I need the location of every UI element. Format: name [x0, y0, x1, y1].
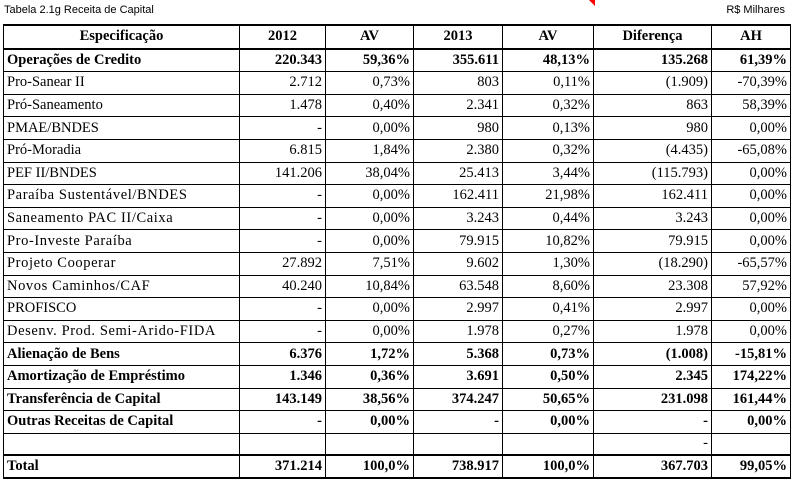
difference: (115.793) [594, 162, 712, 185]
av-2013: 50,65% [503, 388, 594, 411]
table-row [4, 230, 791, 253]
av-2013: 0,44% [503, 207, 594, 230]
av-2013: 0,27% [503, 320, 594, 343]
ah: 0,00% [712, 320, 791, 343]
value-2013: 355.611 [414, 49, 503, 72]
value-2013: - [414, 411, 503, 434]
value-2012: 220.343 [240, 49, 326, 72]
value-2012: 27.892 [240, 252, 326, 275]
av-2013: 0,73% [503, 343, 594, 366]
value-2013: 9.602 [414, 252, 503, 275]
table-row [4, 94, 791, 117]
row-label: Outras Receitas de Capital [4, 411, 240, 434]
row-label: Alienação de Bens [4, 343, 240, 366]
value-2012: - [240, 117, 326, 140]
ah: -65,57% [712, 252, 791, 275]
row-label: Desenv. Prod. Semi-Arido-FIDA [4, 320, 240, 343]
value-2013: 980 [414, 117, 503, 140]
ah [712, 433, 791, 455]
value-2012: 143.149 [240, 388, 326, 411]
value-2013: 1.978 [414, 320, 503, 343]
row-label: Pro-Investe Paraíba [4, 230, 240, 253]
row-label: Paraíba Sustentável/BNDES [4, 185, 240, 208]
value-2012: 371.214 [240, 455, 326, 479]
difference: 2.997 [594, 298, 712, 321]
ah: -65,08% [712, 139, 791, 162]
value-2012: 6.815 [240, 139, 326, 162]
value-2013: 5.368 [414, 343, 503, 366]
difference: 23.308 [594, 275, 712, 298]
header-ah: AH [712, 25, 791, 49]
av-2012: 0,40% [326, 94, 414, 117]
ah: 0,00% [712, 411, 791, 434]
row-label: Novos Caminhos/CAF [4, 275, 240, 298]
av-2012: 38,56% [326, 388, 414, 411]
difference: 1.978 [594, 320, 712, 343]
difference: 135.268 [594, 49, 712, 72]
value-2013 [414, 433, 503, 455]
table-caption: Tabela 2.1g Receita de Capital [4, 4, 154, 16]
difference: 79.915 [594, 230, 712, 253]
table-row [4, 185, 791, 208]
av-2013: 48,13% [503, 49, 594, 72]
value-2012: 1.346 [240, 365, 326, 388]
av-2013: 0,50% [503, 365, 594, 388]
table-row [4, 298, 791, 321]
header-especificacao: Especificação [4, 25, 240, 49]
row-label: Pró-Saneamento [4, 94, 240, 117]
row-label: Pró-Moradia [4, 139, 240, 162]
av-2012: 0,00% [326, 117, 414, 140]
value-2012: - [240, 207, 326, 230]
av-2012: 59,36% [326, 49, 414, 72]
header-row [4, 25, 791, 49]
row-label: Operações de Credito [4, 49, 240, 72]
av-2012: 0,00% [326, 411, 414, 434]
table-row [4, 139, 791, 162]
value-2013: 3.243 [414, 207, 503, 230]
row-label: Pro-Sanear II [4, 72, 240, 95]
value-2013: 803 [414, 72, 503, 95]
av-2013: 0,41% [503, 298, 594, 321]
value-2013: 3.691 [414, 365, 503, 388]
av-2013: 3,44% [503, 162, 594, 185]
ah: 174,22% [712, 365, 791, 388]
ah: 99,05% [712, 455, 791, 479]
av-2012: 100,0% [326, 455, 414, 479]
av-2012: 0,00% [326, 298, 414, 321]
value-2013: 2.341 [414, 94, 503, 117]
av-2013: 8,60% [503, 275, 594, 298]
av-2013: 0,11% [503, 72, 594, 95]
value-2012: - [240, 185, 326, 208]
table-row [4, 411, 791, 434]
av-2012: 38,04% [326, 162, 414, 185]
difference: 162.411 [594, 185, 712, 208]
table-row [4, 343, 791, 366]
header-diferenca: Diferença [594, 25, 712, 49]
av-2012 [326, 433, 414, 455]
ah: 0,00% [712, 298, 791, 321]
difference: (18.290) [594, 252, 712, 275]
table-row [4, 365, 791, 388]
ah: 57,92% [712, 275, 791, 298]
value-2013: 79.915 [414, 230, 503, 253]
value-2012: 2.712 [240, 72, 326, 95]
difference: 3.243 [594, 207, 712, 230]
av-2013: 100,0% [503, 455, 594, 479]
difference: - [594, 411, 712, 434]
ah: 0,00% [712, 162, 791, 185]
av-2012: 0,00% [326, 230, 414, 253]
value-2012: - [240, 230, 326, 253]
row-label: Transferência de Capital [4, 388, 240, 411]
header-av-2012: AV [326, 25, 414, 49]
av-2012: 7,51% [326, 252, 414, 275]
value-2013: 2.380 [414, 139, 503, 162]
ah: 61,39% [712, 49, 791, 72]
ah: 0,00% [712, 117, 791, 140]
row-label: PROFISCO [4, 298, 240, 321]
value-2013: 374.247 [414, 388, 503, 411]
ah: -15,81% [712, 343, 791, 366]
value-2012: 40.240 [240, 275, 326, 298]
av-2013: 0,00% [503, 411, 594, 434]
value-2012 [240, 433, 326, 455]
value-2013: 25.413 [414, 162, 503, 185]
difference: - [594, 433, 712, 455]
table-row [4, 162, 791, 185]
difference: 231.098 [594, 388, 712, 411]
difference: (1.008) [594, 343, 712, 366]
value-2012: 141.206 [240, 162, 326, 185]
header-2013: 2013 [414, 25, 503, 49]
ah: -70,39% [712, 72, 791, 95]
ah: 58,39% [712, 94, 791, 117]
value-2013: 2.997 [414, 298, 503, 321]
av-2012: 10,84% [326, 275, 414, 298]
table-row [4, 433, 791, 455]
av-2013 [503, 433, 594, 455]
value-2012: - [240, 411, 326, 434]
av-2012: 0,73% [326, 72, 414, 95]
av-2013: 1,30% [503, 252, 594, 275]
difference: 980 [594, 117, 712, 140]
av-2012: 1,84% [326, 139, 414, 162]
value-2012: 1.478 [240, 94, 326, 117]
av-2013: 0,32% [503, 139, 594, 162]
header-2012: 2012 [240, 25, 326, 49]
av-2013: 21,98% [503, 185, 594, 208]
difference: 367.703 [594, 455, 712, 479]
row-label: Total [4, 455, 240, 479]
row-label [4, 433, 240, 455]
table-row [4, 252, 791, 275]
av-2013: 0,32% [503, 94, 594, 117]
table-row [4, 117, 791, 140]
ah: 0,00% [712, 230, 791, 253]
row-label: PMAE/BNDES [4, 117, 240, 140]
av-2012: 0,00% [326, 185, 414, 208]
value-2012: - [240, 298, 326, 321]
row-label: PEF II/BNDES [4, 162, 240, 185]
units-label: R$ Milhares [726, 4, 785, 16]
value-2013: 738.917 [414, 455, 503, 479]
table-row [4, 49, 791, 72]
table-row [4, 320, 791, 343]
table-row [4, 207, 791, 230]
difference: 2.345 [594, 365, 712, 388]
ah: 0,00% [712, 207, 791, 230]
av-2012: 0,00% [326, 320, 414, 343]
value-2013: 162.411 [414, 185, 503, 208]
difference: (1.909) [594, 72, 712, 95]
table-row [4, 275, 791, 298]
table-row [4, 388, 791, 411]
av-2013: 10,82% [503, 230, 594, 253]
header-av-2013: AV [503, 25, 594, 49]
ah: 0,00% [712, 185, 791, 208]
av-2012: 1,72% [326, 343, 414, 366]
table-row [4, 455, 791, 479]
value-2013: 63.548 [414, 275, 503, 298]
row-label: Projeto Cooperar [4, 252, 240, 275]
comment-marker-icon [589, 0, 595, 6]
av-2013: 0,13% [503, 117, 594, 140]
table-row [4, 72, 791, 95]
difference: 863 [594, 94, 712, 117]
difference: (4.435) [594, 139, 712, 162]
value-2012: 6.376 [240, 343, 326, 366]
row-label: Saneamento PAC II/Caixa [4, 207, 240, 230]
av-2012: 0,36% [326, 365, 414, 388]
ah: 161,44% [712, 388, 791, 411]
row-label: Amortização de Empréstimo [4, 365, 240, 388]
capital-revenue-table [3, 24, 791, 479]
value-2012: - [240, 320, 326, 343]
av-2012: 0,00% [326, 207, 414, 230]
